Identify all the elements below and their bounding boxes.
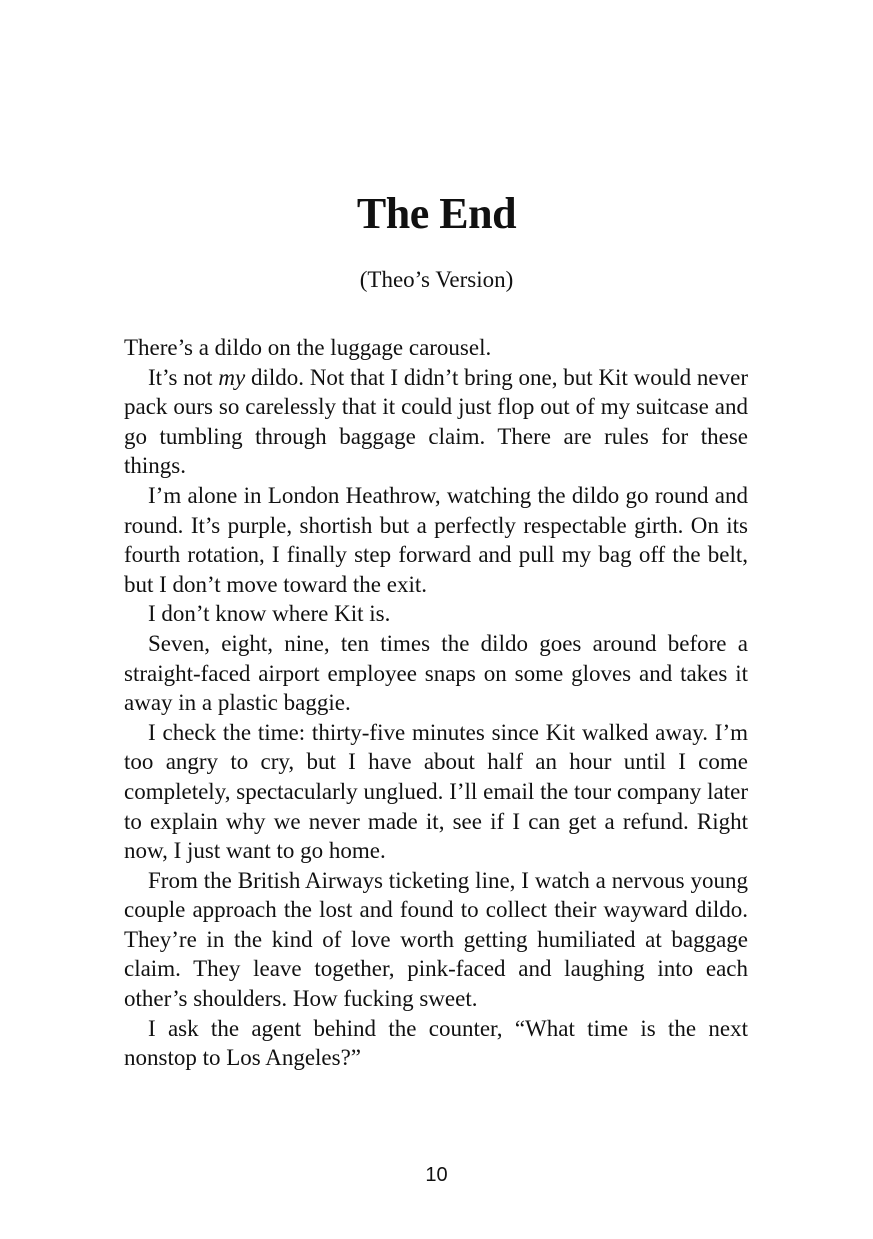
- emphasis-text: my: [218, 364, 246, 390]
- paragraph: There’s a dildo on the luggage carousel.: [124, 335, 492, 360]
- paragraph: I ask the agent behind the counter, “What time is the next nonstop to Los Angeles?”: [124, 1015, 748, 1071]
- paragraph-text: dildo. Not that I didn’t bring one, but Kit would never pack ours so carelessly that it could just flop out of my suitcase and go tumbling through baggage claim. There are rules for these things.: [124, 364, 748, 479]
- paragraph-text: It’s not: [148, 364, 219, 390]
- paragraph: I don’t know where Kit is.: [148, 601, 391, 627]
- chapter-subtitle: (Theo’s Version): [359, 267, 514, 292]
- chapter-body: [124, 333, 748, 1073]
- page-number: 10: [425, 1164, 448, 1186]
- paragraph: I’m alone in London Heathrow, watching the dildo go round and round. It’s purple, shortish but a perfectly respectable girth. On its fourth rotation, I finally step forward and pull my bag off the belt, but I don’t move toward the exit.: [124, 482, 748, 597]
- paragraph: From the British Airways ticketing line, I watch a nervous young couple approach the lost and found to collect their wayward dildo. They’re in the kind of love worth getting humiliated at baggage claim. They leave together, pink-faced and laughing into each other’s shoulders. How fucking sweet.: [124, 867, 748, 1012]
- paragraph: Seven, eight, nine, ten times the dildo goes around before a straight-faced airport employee snaps on some gloves and takes it away in a plastic baggie.: [124, 630, 748, 716]
- paragraph: [124, 363, 748, 481]
- chapter-title: The End: [356, 189, 517, 238]
- paragraph: I check the time: thirty-five minutes since Kit walked away. I’m too angry to cry, but I have about half an hour until I come completely, spectacularly unglued. I’ll email the tour company later to explain why we never made it, see if I can get a refund. Right now, I just want to go home.: [124, 719, 748, 864]
